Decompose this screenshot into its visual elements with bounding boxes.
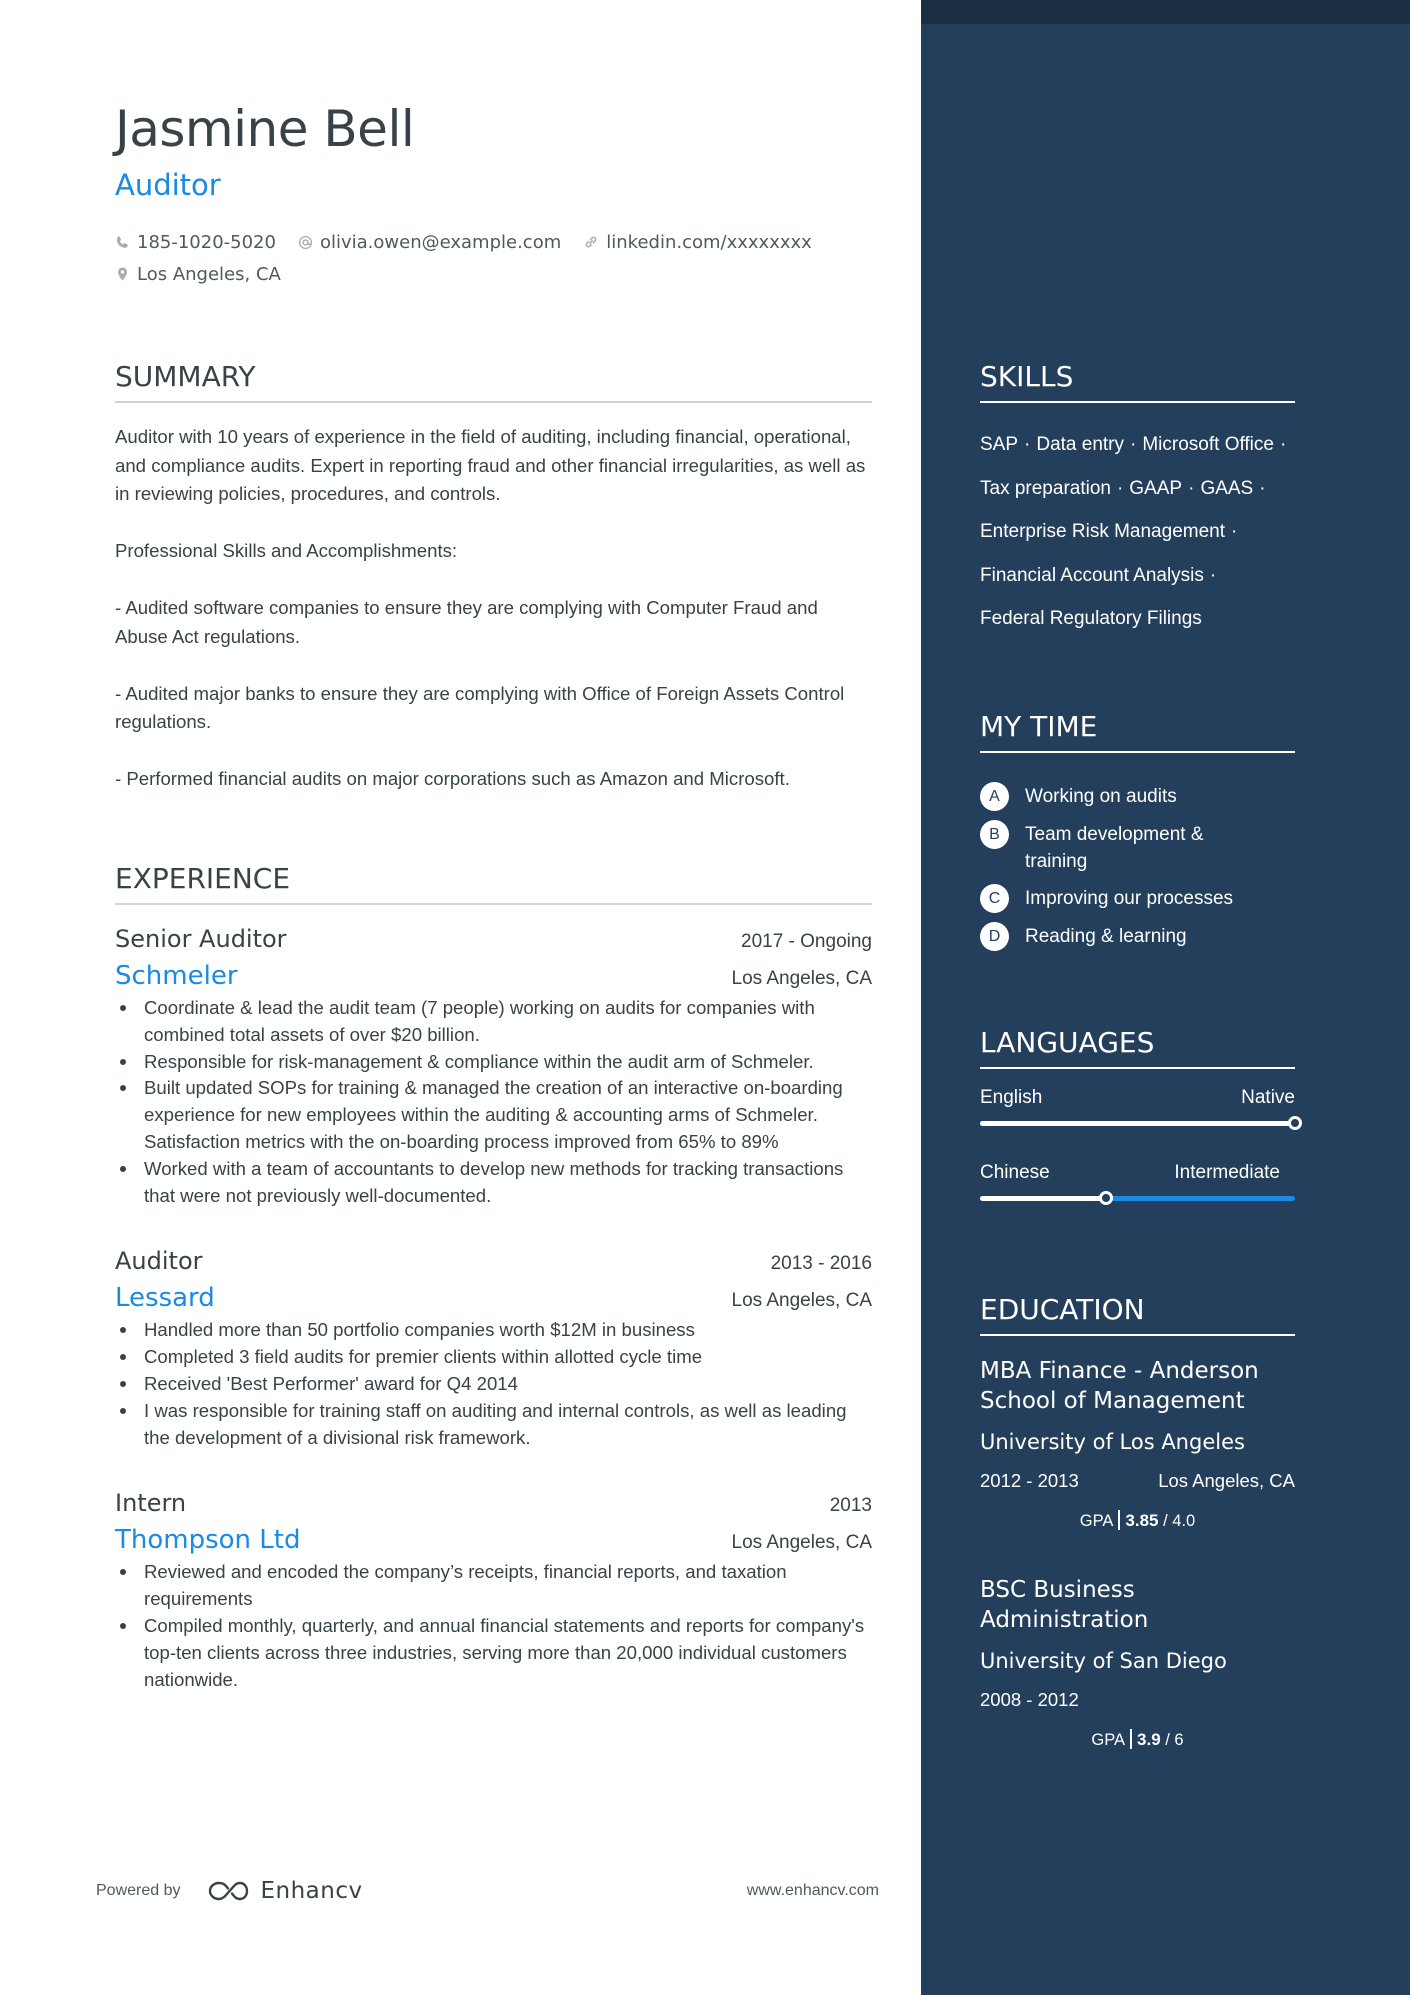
gpa-value: 3.85 bbox=[1125, 1511, 1159, 1530]
language-name: English bbox=[980, 1087, 1043, 1108]
summary-title: SUMMARY bbox=[115, 360, 872, 403]
language-level: Native bbox=[1241, 1087, 1295, 1108]
skills-line bbox=[980, 510, 1295, 554]
phone-icon bbox=[115, 235, 130, 250]
education-location: Los Angeles, CA bbox=[1158, 1470, 1295, 1491]
skill-separator: · bbox=[1259, 477, 1266, 499]
skill-separator: · bbox=[1024, 434, 1031, 455]
website-link[interactable]: www.enhancv.com bbox=[746, 1882, 879, 1899]
my-time-label: Working on audits bbox=[1025, 786, 1177, 807]
skills-section bbox=[980, 360, 1295, 641]
job-bullet: Built updated SOPs for training & managed the creation of an interactive on-boarding experience for new employees within the auditing & accounting arms of Schmeler. Satisfaction metrics with the on-boarding process improved from 65% to 89% bbox=[115, 1075, 872, 1155]
my-time-item bbox=[980, 783, 1295, 811]
education-gpa bbox=[980, 1729, 1295, 1750]
sidebar bbox=[921, 0, 1410, 1995]
job-entry bbox=[115, 925, 872, 1209]
languages-title: LANGUAGES bbox=[980, 1026, 1295, 1069]
legend-badge: A bbox=[980, 782, 1009, 811]
legend-badge: D bbox=[980, 922, 1009, 951]
skill-item: Tax preparation bbox=[980, 477, 1111, 499]
my-time-section bbox=[980, 710, 1295, 961]
job-bullet: Compiled monthly, quarterly, and annual financial statements and reports for company's top-ten clients across three industries, serving more than 20,000 individual customers nationwide. bbox=[115, 1613, 872, 1693]
my-time-list bbox=[980, 783, 1295, 951]
gpa-value: 3.9 bbox=[1137, 1730, 1161, 1749]
candidate-name: Jasmine Bell bbox=[115, 100, 415, 158]
experience-section bbox=[115, 862, 872, 1693]
powered-by-text: Powered by bbox=[96, 1882, 181, 1899]
language-bar-fill bbox=[980, 1121, 1295, 1126]
skill-item: GAAP bbox=[1129, 477, 1183, 499]
job-bullet: Reviewed and encoded the company’s receipts, financial reports, and taxation requirements bbox=[115, 1559, 872, 1613]
job-title: Auditor bbox=[115, 1247, 203, 1276]
job-dates: 2013 bbox=[829, 1495, 872, 1517]
candidate-role: Auditor bbox=[115, 168, 221, 202]
contact-linkedin[interactable] bbox=[583, 232, 812, 253]
phone-text: 185-1020-5020 bbox=[137, 231, 276, 253]
contact-info bbox=[115, 226, 875, 290]
enhancv-logo-icon bbox=[207, 1879, 253, 1903]
skill-item: GAAS bbox=[1200, 477, 1254, 499]
summary-section bbox=[115, 360, 872, 794]
education-dates: 2012 - 2013 bbox=[980, 1470, 1079, 1491]
job-dates: 2017 - Ongoing bbox=[741, 931, 872, 952]
job-bullet: Handled more than 50 portfolio companies worth $12M in business bbox=[115, 1317, 872, 1344]
job-entry bbox=[115, 1489, 872, 1693]
education-degree: MBA Finance - Anderson School of Management bbox=[980, 1358, 1259, 1414]
skill-separator: · bbox=[1188, 477, 1195, 499]
language-item bbox=[980, 1162, 1295, 1201]
job-entry bbox=[115, 1247, 872, 1451]
education-item bbox=[980, 1575, 1295, 1750]
job-bullet: Responsible for risk-management & compliance within the audit arm of Schmeler. bbox=[115, 1049, 872, 1076]
my-time-label: Reading & learning bbox=[1025, 926, 1187, 947]
footer bbox=[96, 1878, 879, 1904]
education-school: University of San Diego bbox=[980, 1649, 1227, 1673]
skill-item: Financial Account Analysis bbox=[980, 564, 1204, 586]
my-time-item bbox=[980, 885, 1295, 913]
skill-item: SAP bbox=[980, 434, 1019, 455]
education-title: EDUCATION bbox=[980, 1293, 1295, 1336]
summary-text: Auditor with 10 years of experience in the field of auditing, including financial, operational, and compliance audits. Expert in reporting fraud and other financial irregularities, as well as in reviewing policies, procedures, and controls. Professional Skills and Accomplishments: - Audited software companies to ensure they are complying with Computer Fraud and Abuse Act regulations. - Audited major banks to ensure they are complying with Office of Foreign Assets Control regulations. - Performed financial audits on major corporations such as Amazon and Microsoft. bbox=[115, 426, 866, 789]
language-name: Chinese bbox=[980, 1162, 1050, 1183]
my-time-label: Team development & training bbox=[1025, 824, 1204, 872]
skill-item: Federal Regulatory Filings bbox=[980, 608, 1202, 629]
skills-list bbox=[980, 423, 1295, 641]
contact-phone bbox=[115, 232, 276, 253]
skill-separator: · bbox=[1231, 521, 1238, 542]
job-location: Los Angeles, CA bbox=[731, 1290, 872, 1312]
job-bullet: Completed 3 field audits for premier clients within allotted cycle time bbox=[115, 1344, 872, 1371]
gpa-max: / 4.0 bbox=[1163, 1512, 1196, 1530]
skill-separator: · bbox=[1209, 564, 1217, 586]
my-time-item bbox=[980, 821, 1295, 875]
contact-location bbox=[115, 264, 281, 285]
language-bar-knob bbox=[1099, 1191, 1113, 1205]
at-icon bbox=[298, 235, 313, 250]
location-pin-icon bbox=[115, 266, 130, 282]
job-title: Senior Auditor bbox=[115, 925, 287, 953]
skill-separator: · bbox=[1116, 477, 1124, 499]
language-bar-knob bbox=[1288, 1116, 1302, 1130]
skills-title: SKILLS bbox=[980, 360, 1295, 403]
contact-email[interactable] bbox=[298, 232, 561, 253]
languages-section bbox=[980, 1026, 1295, 1201]
location-text: Los Angeles, CA bbox=[137, 263, 281, 285]
language-item bbox=[980, 1087, 1295, 1126]
job-bullet: Received 'Best Performer' award for Q4 2014 bbox=[115, 1371, 872, 1398]
education-school: University of Los Angeles bbox=[980, 1430, 1245, 1454]
enhancv-logo[interactable] bbox=[207, 1878, 363, 1904]
my-time-title: MY TIME bbox=[980, 710, 1295, 753]
brand-name: Enhancv bbox=[260, 1878, 363, 1904]
job-company: Lessard bbox=[115, 1283, 215, 1314]
language-bar-fill bbox=[980, 1196, 1106, 1201]
skill-separator: · bbox=[1279, 434, 1287, 455]
language-level: Intermediate bbox=[1174, 1162, 1280, 1183]
job-bullet: Worked with a team of accountants to develop new methods for tracking transactions that were not previously well-documented. bbox=[115, 1156, 872, 1210]
gpa-divider bbox=[1130, 1729, 1132, 1749]
language-bar bbox=[980, 1121, 1295, 1126]
my-time-item bbox=[980, 923, 1295, 951]
skill-item: Enterprise Risk Management bbox=[980, 521, 1225, 542]
education-section bbox=[980, 1293, 1295, 1750]
job-company: Schmeler bbox=[115, 961, 238, 991]
gpa-label: GPA bbox=[1079, 1512, 1114, 1530]
job-bullet: Coordinate & lead the audit team (7 people) working on audits for companies with combined total assets of over $20 billion. bbox=[115, 995, 872, 1049]
skills-line bbox=[980, 423, 1295, 467]
my-time-label: Improving our processes bbox=[1025, 888, 1234, 909]
job-location: Los Angeles, CA bbox=[731, 1532, 872, 1554]
job-bullets bbox=[115, 1317, 872, 1451]
job-dates: 2013 - 2016 bbox=[770, 1253, 872, 1275]
job-title: Intern bbox=[115, 1489, 187, 1518]
gpa-label: GPA bbox=[1091, 1731, 1126, 1749]
skills-line bbox=[980, 554, 1295, 598]
skills-line bbox=[980, 467, 1295, 511]
gpa-divider bbox=[1118, 1510, 1120, 1530]
job-bullet: I was responsible for training staff on auditing and internal controls, as well as leading the development of a divisional risk framework. bbox=[115, 1398, 872, 1452]
linkedin-text[interactable]: linkedin.com/xxxxxxxx bbox=[606, 231, 812, 253]
experience-title: EXPERIENCE bbox=[115, 862, 872, 905]
language-bar bbox=[980, 1196, 1295, 1201]
skill-item: Data entry bbox=[1036, 434, 1125, 455]
education-dates: 2008 - 2012 bbox=[980, 1689, 1079, 1710]
job-bullets bbox=[115, 1559, 872, 1693]
education-degree: BSC Business Administration bbox=[980, 1577, 1149, 1633]
legend-badge: B bbox=[980, 820, 1009, 849]
link-icon bbox=[583, 234, 599, 250]
sidebar-top-bar bbox=[921, 0, 1410, 24]
skill-separator: · bbox=[1130, 434, 1137, 455]
email-text[interactable]: olivia.owen@example.com bbox=[319, 231, 562, 253]
gpa-max: / 6 bbox=[1165, 1731, 1184, 1749]
skills-line bbox=[980, 597, 1295, 641]
education-item bbox=[980, 1356, 1295, 1531]
legend-badge: C bbox=[980, 884, 1009, 913]
job-location: Los Angeles, CA bbox=[731, 968, 872, 989]
skill-item: Microsoft Office bbox=[1142, 434, 1274, 455]
job-company: Thompson Ltd bbox=[115, 1525, 301, 1556]
education-gpa bbox=[980, 1510, 1295, 1531]
job-bullets bbox=[115, 995, 872, 1209]
